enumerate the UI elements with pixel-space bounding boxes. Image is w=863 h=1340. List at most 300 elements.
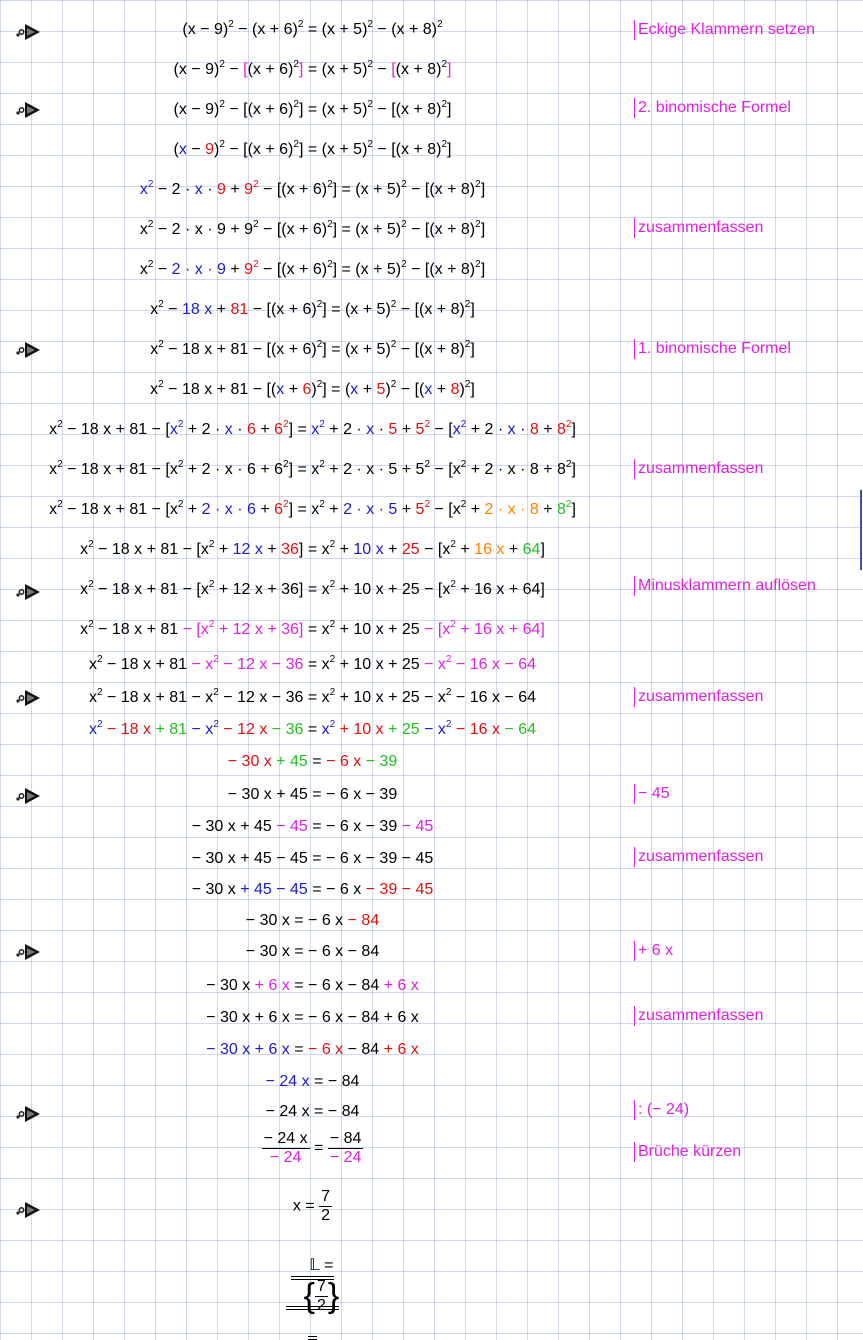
equation-term: ] — [298, 61, 304, 78]
equation-term: x — [276, 381, 285, 398]
exponent: 2 — [450, 579, 456, 590]
equation-term: − [(x + 6) — [248, 301, 317, 318]
equation-term: − [(x + 6) — [224, 141, 294, 158]
equation-term: x — [178, 141, 187, 158]
equation-term: (x − 9) — [173, 101, 220, 118]
equation-term: (x − 9) — [173, 61, 220, 78]
equation-term: + 2 · x · 8 + 8 — [466, 461, 566, 478]
exponent: 2 — [329, 579, 336, 590]
equation-term: = (x + 5) — [303, 61, 368, 78]
equation-term: + 16 x + 64] — [455, 621, 545, 638]
exponent: 2 — [147, 219, 154, 230]
step-comment: + 6 x — [634, 941, 673, 961]
equation-term: x — [49, 421, 58, 438]
equation-term: 6 — [274, 501, 284, 518]
equation-term: − 30 x — [227, 753, 272, 770]
exponent: 2 — [283, 499, 289, 510]
calc-arrow-icon[interactable] — [15, 1104, 43, 1124]
exponent: 2 — [219, 59, 225, 70]
exponent: 2 — [253, 219, 259, 230]
equation-term: − [x — [430, 501, 461, 518]
equation-term: − [(x + 8) — [372, 141, 442, 158]
step-comment: zusammenfassen — [634, 1006, 763, 1026]
exponent: 2 — [441, 139, 447, 150]
equation-row — [0, 340, 625, 360]
equation-term: 81 — [230, 301, 249, 318]
step-comment: zusammenfassen — [634, 218, 763, 238]
equation-row — [0, 460, 625, 480]
calc-arrow-icon[interactable] — [15, 100, 43, 120]
exponent: 2 — [445, 687, 452, 698]
equation-term: ] — [571, 501, 576, 518]
equation-term: − 45 — [401, 818, 434, 835]
exponent: 2 — [293, 99, 299, 110]
equation-term: x — [139, 181, 148, 198]
equation-term: + — [335, 541, 354, 558]
exponent: 2 — [464, 299, 471, 310]
equation-term: 5 — [415, 421, 425, 438]
exponent: 2 — [316, 299, 323, 310]
equation-term: + — [397, 501, 416, 518]
exponent: 2 — [293, 139, 299, 150]
equation-term: − 2 · — [153, 181, 195, 198]
exponent: 2 — [390, 299, 397, 310]
equation-term: + 10 x + 25 − [x — [335, 581, 451, 598]
exponent: 2 — [475, 259, 481, 270]
equation-term: · — [232, 421, 247, 438]
exponent: 2 — [158, 379, 164, 390]
equation-term: = — [303, 721, 322, 738]
equation-row — [0, 752, 625, 772]
equation-term: + 2 · — [324, 421, 367, 438]
equation-term: ] — [480, 221, 486, 238]
exponent: 2 — [228, 19, 234, 30]
solution-frac — [319, 1188, 332, 1225]
equation-row — [0, 720, 625, 740]
equation-term: − 18 x + 81 − [( — [163, 381, 277, 398]
equation-term: − [x — [424, 621, 451, 638]
equation-term: = x — [303, 656, 330, 673]
frac-eq: = — [314, 1139, 324, 1157]
step-comment: Eckige Klammern setzen — [634, 20, 815, 40]
equation-term: x — [88, 689, 97, 706]
exponent: 2 — [464, 379, 471, 390]
equation-term: ] — [540, 541, 545, 558]
step-comment: : (− 24) — [634, 1100, 689, 1120]
equation-term: + — [504, 541, 523, 558]
equation-term: − x — [424, 656, 446, 673]
equation-term: x — [424, 381, 433, 398]
exponent: 2 — [437, 19, 443, 30]
solution-num: 7 — [321, 1188, 331, 1205]
fraction-step — [0, 1130, 625, 1167]
solution-row — [0, 1188, 625, 1225]
equation-term: − 64 — [499, 721, 536, 738]
equation-term: − 30 x + 45 — [191, 818, 277, 835]
exponent: 2 — [329, 619, 336, 630]
equation-term: ] = (x + 5) — [322, 341, 391, 358]
exponent: 2 — [297, 19, 304, 30]
equation-term: 9 — [244, 261, 254, 278]
equation-term: + 2 · x · 6 + 6 — [183, 461, 284, 478]
exponent: 2 — [319, 419, 325, 430]
equation-term: + 6 x — [383, 1041, 419, 1058]
solution-den: 2 — [321, 1207, 331, 1224]
exponent: 2 — [88, 619, 94, 630]
equation-term: − [(x + 8) — [396, 341, 465, 358]
equation-term: − — [372, 61, 392, 78]
equation-term: ) — [214, 141, 220, 158]
step-comment: zusammenfassen — [634, 687, 763, 707]
step-comment: 1. binomische Formel — [634, 339, 791, 359]
exponent: 2 — [293, 59, 299, 70]
equation-term: ] — [470, 381, 475, 398]
calc-arrow-icon[interactable] — [15, 22, 43, 42]
equation-term: − 24 x = − 84 — [265, 1103, 360, 1120]
equation-term: · — [202, 181, 217, 198]
exponent: 2 — [158, 299, 164, 310]
exponent: 2 — [390, 379, 397, 390]
equation-term: + — [538, 421, 557, 438]
equation-term: + — [383, 541, 402, 558]
equation-term: ] — [470, 341, 475, 358]
equation-term: ( — [173, 141, 179, 158]
equation-term: − 30 x + 6 x — [206, 1041, 290, 1058]
calc-arrow-icon[interactable] — [15, 688, 43, 708]
exponent: 2 — [96, 654, 103, 665]
equation-term: − 18 x + 81 − [(x + 6) — [163, 341, 317, 358]
equation-term: (x + 8) — [395, 61, 442, 78]
exponent: 2 — [213, 719, 219, 730]
equation-term: 6 — [274, 421, 284, 438]
exponent: 2 — [316, 339, 323, 350]
equation-term: − 36 — [267, 721, 304, 738]
equation-term: x — [49, 501, 58, 518]
equation-row — [0, 540, 625, 560]
equation-term: − 16 x — [451, 721, 500, 738]
exponent: 2 — [253, 259, 259, 270]
equation-term: + — [538, 501, 557, 518]
equation-term: + — [455, 541, 475, 558]
exponent: 2 — [208, 539, 215, 550]
equation-term: − 18 x + 81 — [102, 656, 192, 673]
calc-arrow-icon[interactable] — [15, 582, 43, 602]
equation-row — [0, 260, 625, 280]
equation-row — [0, 580, 625, 600]
equation-term: 36 — [281, 541, 299, 558]
equation-term: − 30 x + 45 = − 6 x − 39 — [227, 786, 398, 803]
equation-term: 18 x — [181, 301, 213, 318]
equation-term: x — [169, 421, 178, 438]
equation-term: − 18 x — [102, 721, 152, 738]
equation-term: (x + 6) — [247, 61, 294, 78]
exponent: 2 — [464, 339, 471, 350]
equation-row — [0, 380, 625, 400]
equation-term: + 6 x — [254, 977, 290, 994]
equation-term: = − 6 x — [307, 881, 366, 898]
equation-term: + — [255, 501, 275, 518]
exponent: 2 — [424, 419, 431, 430]
equation-term: − 45 — [276, 818, 308, 835]
solution-set — [286, 1257, 339, 1340]
equation-row — [0, 100, 625, 120]
equation-term: · — [515, 421, 530, 438]
equation-term: ] = (x + 5) — [298, 141, 368, 158]
exponent: 2 — [450, 539, 456, 550]
exponent: 2 — [367, 99, 373, 110]
equation-term: (x − 9) — [182, 21, 229, 38]
equation-term: − 30 x — [191, 881, 241, 898]
frac-right-den: − 24 — [329, 1149, 362, 1166]
equation-row — [0, 180, 625, 200]
equation-term: = − 6 x − 84 — [289, 977, 384, 994]
exponent: 2 — [283, 419, 289, 430]
exponent: 2 — [460, 499, 467, 510]
equation-term: x — [507, 421, 516, 438]
equation-term: + — [284, 381, 303, 398]
equation-term: 6 — [246, 421, 256, 438]
exponent: 2 — [57, 459, 63, 470]
equation-row — [0, 1040, 625, 1060]
exponent: 2 — [401, 219, 407, 230]
equation-row — [0, 785, 625, 805]
exponent: 2 — [147, 259, 154, 270]
equation-term: ] — [470, 301, 475, 318]
exponent: 2 — [329, 539, 336, 550]
exponent: 2 — [96, 719, 103, 730]
equation-term: + 10 x + 25 − x — [335, 689, 446, 706]
equation-term: − 6 x — [308, 1041, 344, 1058]
equation-term: [ — [243, 61, 248, 78]
equation-term: + 12 x + 36] — [214, 621, 304, 638]
exponent: 2 — [475, 179, 481, 190]
equation-term: ] — [571, 421, 576, 438]
equation-row — [0, 1008, 625, 1028]
equation-term: + — [214, 541, 233, 558]
equation-term: − 18 x + 81 − [x — [62, 461, 178, 478]
solution-set-frac — [315, 1278, 328, 1315]
equation-term: ] = (x + 5) — [332, 221, 402, 238]
equation-row — [0, 1072, 625, 1092]
equation-term: 6 — [302, 381, 312, 398]
exponent: 2 — [450, 619, 456, 630]
equation-row — [0, 140, 625, 160]
equation-term: ) — [459, 381, 465, 398]
equation-term: − [(x + 6) — [258, 261, 328, 278]
exponent: 2 — [329, 719, 336, 730]
equation-term: − 30 x + 6 x = − 6 x − 84 + 6 x — [206, 1009, 419, 1026]
equation-term: − x — [191, 656, 214, 673]
step-comment: − 45 — [634, 784, 670, 804]
equation-term: + 10 x — [335, 721, 384, 738]
equation-term: − 84 — [343, 1041, 384, 1058]
exponent: 2 — [316, 379, 323, 390]
equation-term: − [x — [182, 621, 209, 638]
equation-term: + 45 − 45 — [240, 881, 308, 898]
equation-term: − 2 · x · 9 + 9 — [153, 221, 254, 238]
equation-term: ] = ( — [322, 381, 351, 398]
equation-term: x — [150, 381, 159, 398]
equation-term: − 12 x − 36 = x — [218, 689, 330, 706]
equation-term: − 30 x + 45 − 45 = − 6 x − 39 − 45 — [191, 850, 434, 867]
equation-term: + — [358, 381, 377, 398]
equation-term: + 2 · — [183, 421, 225, 438]
equation-term: − [(x + 8) — [406, 261, 476, 278]
equation-term: − — [224, 61, 244, 78]
exponent: 2 — [424, 459, 431, 470]
equation-term: 8 — [556, 501, 566, 518]
equation-term: − 24 x — [265, 1073, 310, 1090]
equation-term: − 18 x + 81 − [x — [62, 501, 178, 518]
window-edge — [860, 490, 862, 570]
exponent: 2 — [283, 459, 289, 470]
equation-term: + — [324, 501, 344, 518]
equation-term: x — [224, 421, 233, 438]
exponent: 2 — [475, 219, 481, 230]
equation-term: x — [452, 421, 461, 438]
equation-term: − 12 x − 36 — [218, 656, 304, 673]
equation-term: − 18 x + 81 − x — [102, 689, 214, 706]
equation-term: − — [153, 261, 172, 278]
equation-term: + — [212, 301, 231, 318]
equation-term: + 81 — [151, 721, 188, 738]
calc-arrow-icon[interactable] — [15, 340, 43, 360]
equation-term: x — [139, 261, 148, 278]
equation-term: − 30 x = − 6 x − 84 — [245, 943, 380, 960]
equation-term: − [(x + 8) — [406, 221, 476, 238]
exponent: 2 — [213, 687, 219, 698]
exponent: 2 — [57, 419, 63, 430]
equation-term: − [(x + 6) — [258, 221, 328, 238]
equation-term: ] — [480, 181, 486, 198]
equation-row — [0, 817, 625, 837]
equation-term: x — [311, 421, 320, 438]
equation-term: − — [163, 301, 182, 318]
equation-term: − 18 x + 81 − [ — [62, 421, 170, 438]
equation-row — [0, 911, 625, 931]
exponent: 2 — [329, 687, 336, 698]
equation-term: − 16 x − 64 — [451, 689, 536, 706]
equation-term: − [(x + 8) — [406, 181, 476, 198]
equation-row — [0, 688, 625, 708]
exponent: 2 — [565, 419, 572, 430]
exponent: 2 — [253, 179, 259, 190]
equation-term: − 84 — [347, 912, 380, 929]
equation-term: = − 6 x − 39 — [307, 818, 402, 835]
equation-term: = − 84 — [309, 1073, 360, 1090]
exponent: 2 — [445, 719, 452, 730]
exponent: 2 — [327, 219, 333, 230]
equation-term: x — [80, 621, 89, 638]
equation-row — [0, 655, 625, 675]
equation-term: + 25 — [383, 721, 420, 738]
equation-term: 12 x — [232, 541, 263, 558]
equation-term: − (x + 6) — [233, 21, 298, 38]
calc-arrow-icon[interactable] — [15, 942, 43, 962]
equation-term: + — [225, 181, 245, 198]
equation-term: − 30 x = − 6 x — [245, 912, 348, 929]
equation-term: ] = (x + 5) — [332, 181, 402, 198]
equation-term: − 18 x + 81 — [93, 621, 183, 638]
equation-term: − [(x + 6) — [258, 181, 328, 198]
exponent: 2 — [424, 499, 431, 510]
frac-left-den: − 24 — [269, 1149, 302, 1166]
equation-term: 2 · x · 5 — [343, 501, 398, 518]
equation-term: x — [49, 461, 58, 478]
equation-term: = — [289, 1041, 309, 1058]
calc-arrow-icon[interactable] — [15, 786, 43, 806]
exponent: 2 — [319, 459, 325, 470]
equation-term: + 2 · — [466, 421, 508, 438]
equation-row — [0, 220, 625, 240]
equation-row — [0, 976, 625, 996]
equation-row — [0, 420, 625, 440]
equation-term: x — [194, 181, 203, 198]
step-comment: Minusklammern auflösen — [634, 576, 816, 596]
equation-term: − [( — [396, 381, 425, 398]
solution-set-label: 𝕃 = — [309, 1257, 334, 1274]
exponent: 2 — [460, 419, 467, 430]
equation-term: − 16 x − 64 — [451, 656, 536, 673]
frac-right — [328, 1130, 364, 1167]
equation-row — [0, 849, 625, 869]
equation-term: + 10 x + 25 — [335, 621, 425, 638]
exponent: 2 — [208, 579, 215, 590]
equation-term: − 6 x — [326, 753, 362, 770]
equation-term: − (x + 8) — [372, 21, 437, 38]
exponent: 2 — [367, 139, 373, 150]
equation-term: x — [88, 721, 97, 738]
exponent: 2 — [208, 619, 215, 630]
equation-term: 2 · x · 6 — [201, 501, 256, 518]
equation-term: 5 — [388, 421, 398, 438]
equation-term: − 39 − 45 — [365, 881, 434, 898]
exponent: 2 — [88, 539, 94, 550]
equation-term: x — [150, 341, 159, 358]
equation-term: · — [374, 421, 389, 438]
equation-term: + — [262, 541, 282, 558]
equation-term: − [(x + 8) — [396, 301, 465, 318]
equation-term: + 6 x — [383, 977, 419, 994]
exponent: 2 — [147, 179, 154, 190]
equation-term: − x — [187, 721, 214, 738]
exponent: 2 — [441, 59, 448, 70]
equation-term: − [(x + 8) — [372, 101, 442, 118]
exponent: 2 — [327, 179, 333, 190]
equation-term: x — [88, 656, 97, 673]
equation-term: 64 — [522, 541, 541, 558]
equation-row — [0, 60, 625, 80]
equation-term: + — [397, 421, 416, 438]
equation-term: ] = x — [298, 541, 330, 558]
equation-term: + 45 — [271, 753, 308, 770]
equation-term: ] = (x + 5) — [332, 261, 402, 278]
equation-row — [0, 20, 625, 40]
equation-term: − [ — [430, 421, 453, 438]
equation-term: ] = x — [288, 461, 320, 478]
equation-term: = — [307, 753, 327, 770]
equation-term: − 18 x + 81 − [x — [93, 581, 209, 598]
exponent: 2 — [88, 579, 94, 590]
solution-set-den: 2 — [316, 1296, 326, 1314]
equation-term: x — [80, 581, 89, 598]
equation-term: x — [321, 721, 330, 738]
equation-term: + — [225, 261, 245, 278]
step-comment: Brüche kürzen — [634, 1142, 741, 1162]
equation-term: ] — [447, 101, 452, 118]
exponent: 2 — [219, 139, 225, 150]
equation-term: ) — [385, 381, 391, 398]
